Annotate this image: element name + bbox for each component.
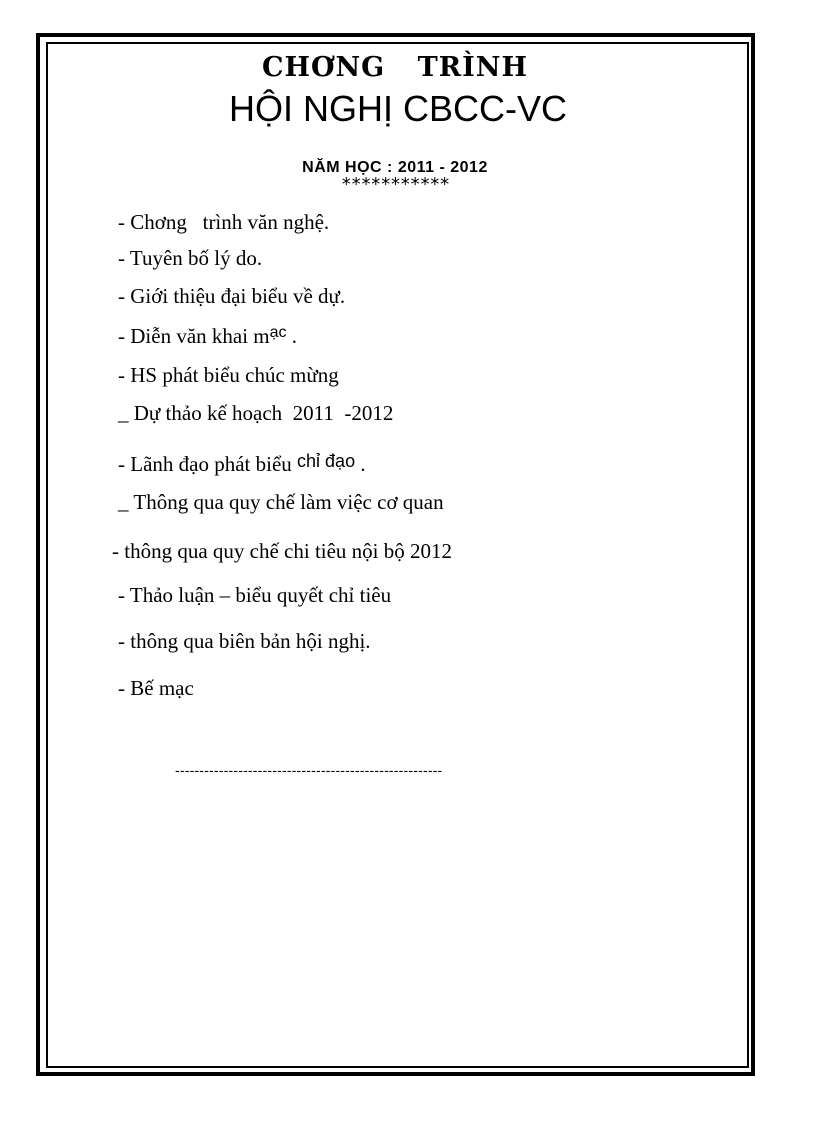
- school-year: NĂM HỌC : 2011 - 2012: [302, 159, 488, 176]
- agenda-item-6: _ Dự thảo kế hoạch 2011 -2012: [118, 401, 394, 425]
- agenda-item-10: - Thảo luận – biểu quyết chỉ tiêu: [118, 583, 392, 607]
- program-title: CHƠNG TRÌNH: [261, 52, 528, 83]
- agenda-item-7: [118, 452, 366, 477]
- agenda-item-7-end: .: [355, 452, 366, 476]
- agenda-item-3: - Giới thiệu đại biểu về dự.: [118, 284, 346, 308]
- star-divider: ***********: [340, 174, 450, 195]
- agenda-item-7-text: - Lãnh đạo phát biểu: [118, 452, 298, 476]
- agenda-item-4-text: - Diễn văn khai m: [118, 324, 270, 348]
- conference-title: HỘI NGHỊ CBCC-VC: [228, 88, 567, 129]
- agenda-item-4: [118, 324, 297, 349]
- agenda-item-4-superscript: ạc: [269, 324, 287, 341]
- agenda-item-5: - HS phát biểu chúc mừng: [118, 363, 339, 387]
- dashed-separator: -------------------------------------------------------: [175, 762, 443, 778]
- agenda-item-2: - Tuyên bố lý do.: [118, 246, 263, 270]
- agenda-item-8: _ Thông qua quy chế làm việc cơ quan: [118, 490, 444, 514]
- agenda-item-4-end: .: [286, 324, 298, 348]
- agenda-item-7-superscript: chỉ đạo: [297, 451, 356, 471]
- agenda-item-9: - thông qua quy chế chi tiêu nội bộ 2012: [112, 539, 453, 563]
- agenda-item-12: - Bế mạc: [118, 676, 194, 700]
- agenda-item-11: - thông qua biên bản hội nghị.: [118, 629, 371, 653]
- agenda-item-1: - Chơng trình văn nghệ.: [118, 210, 330, 234]
